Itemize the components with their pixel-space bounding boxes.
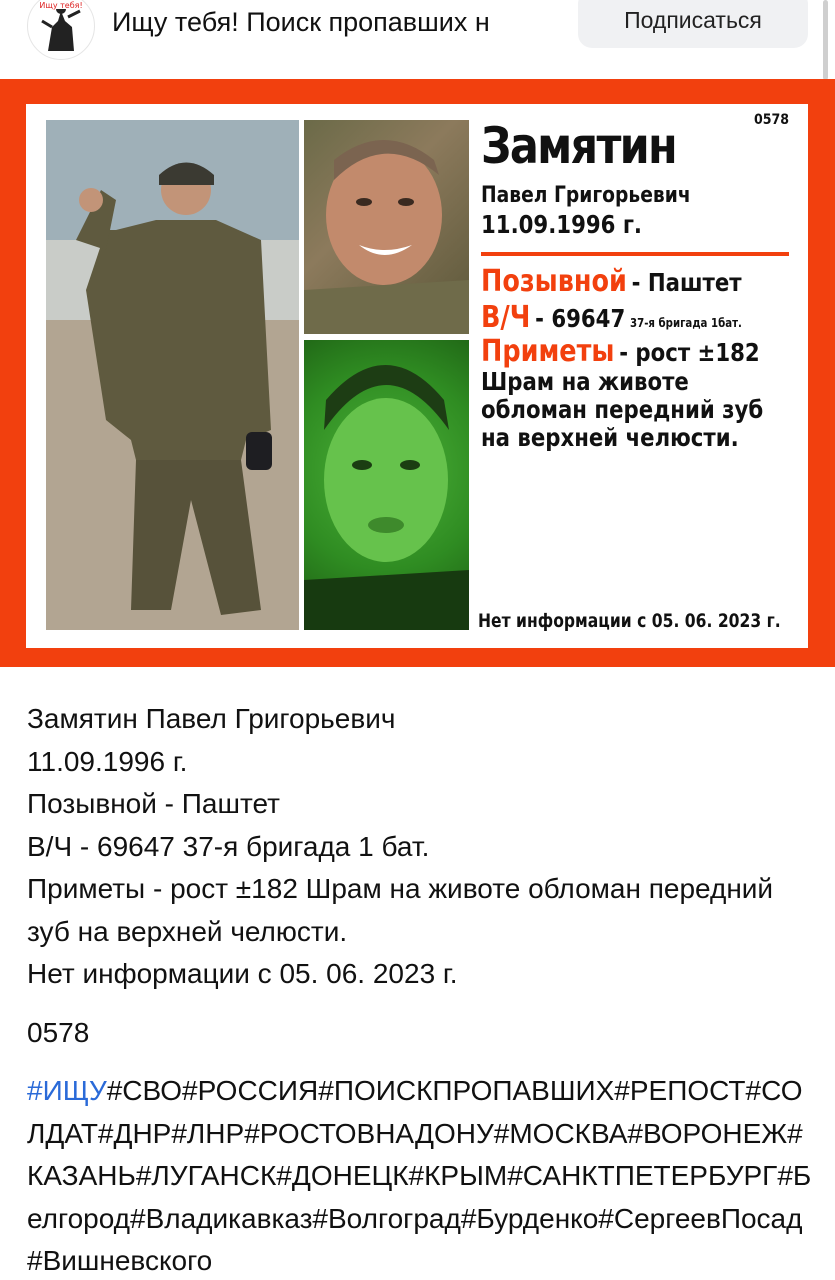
avatar-logo-icon: [28, 0, 94, 59]
post-line: 11.09.1996 г.: [27, 745, 188, 777]
poster-dob: 11.09.1996 г.: [481, 210, 643, 239]
channel-avatar[interactable]: [27, 0, 95, 60]
photo-full-body: [46, 120, 299, 630]
post-line: Нет информации с 05. 06. 2023 г.: [27, 958, 458, 989]
unit-label: В/Ч: [481, 300, 531, 335]
poster-no-info: Нет информации с 05. 06. 2023 г.: [478, 610, 781, 632]
post-line: Позывной - Паштет: [27, 788, 280, 819]
photo-face-bottom: [304, 340, 469, 630]
poster-card: [26, 104, 808, 648]
poster-surname: Замятин: [481, 117, 677, 175]
channel-header: [0, 0, 835, 78]
poster-divider: [481, 252, 789, 256]
hashtag-link[interactable]: #ИЩУ: [27, 1075, 107, 1106]
post-line: В/Ч - 69647 37-я бригада 1 бат.: [27, 830, 430, 862]
callsign-value: - Паштет: [631, 268, 742, 297]
unit-small: 37-я бригада 1бат.: [630, 316, 742, 330]
post-line: Замятин Павел Григорьевич: [27, 703, 396, 734]
callsign-label: Позывной: [481, 264, 627, 299]
photo-face-top: [304, 120, 469, 334]
poster-unit: [481, 300, 742, 335]
poster-callsign: [481, 264, 742, 299]
post-text: [27, 698, 817, 996]
hashtags: [27, 1070, 817, 1280]
poster-name: Павел Григорьевич: [481, 183, 691, 208]
signs-value: - рост ±182: [619, 338, 760, 367]
poster-description: Шрам на животе обломан передний зуб на верхней челюсти.: [481, 367, 764, 452]
poster-id: 0578: [754, 112, 790, 128]
unit-value: - 69647: [535, 304, 626, 333]
signs-label: Приметы: [481, 334, 615, 369]
channel-title[interactable]: Ищу тебя! Поиск пропавших н: [112, 7, 490, 37]
post-line: Приметы - рост ±182 Шрам на животе обломан передний зуб на верхней челюсти.: [27, 873, 774, 947]
scrollbar[interactable]: [823, 0, 828, 80]
subscribe-button[interactable]: Подписаться: [578, 0, 808, 48]
poster-signs: [481, 334, 760, 369]
missing-person-poster[interactable]: [0, 79, 835, 667]
post-id: 0578: [27, 1017, 90, 1048]
avatar-logo-text: Ищу тебя!: [39, 1, 83, 10]
title-fade: [500, 0, 570, 40]
hashtags-text: #СВО#РОССИЯ#ПОИСКПРОПАВШИХ#РЕПОСТ#СОЛДАТ#ДНР#ЛНР#РОСТОВНАДОНУ#МОСКВА#ВОРОНЕЖ#КАЗАНЬ#ЛУГАНСК#ДОНЕЦК#КРЫМ#САНКТПЕТЕРБУРГ#Белгород#Владикавказ#Волгоград#Бурденко#СергеевПосад#Вишневского: [27, 1075, 812, 1276]
